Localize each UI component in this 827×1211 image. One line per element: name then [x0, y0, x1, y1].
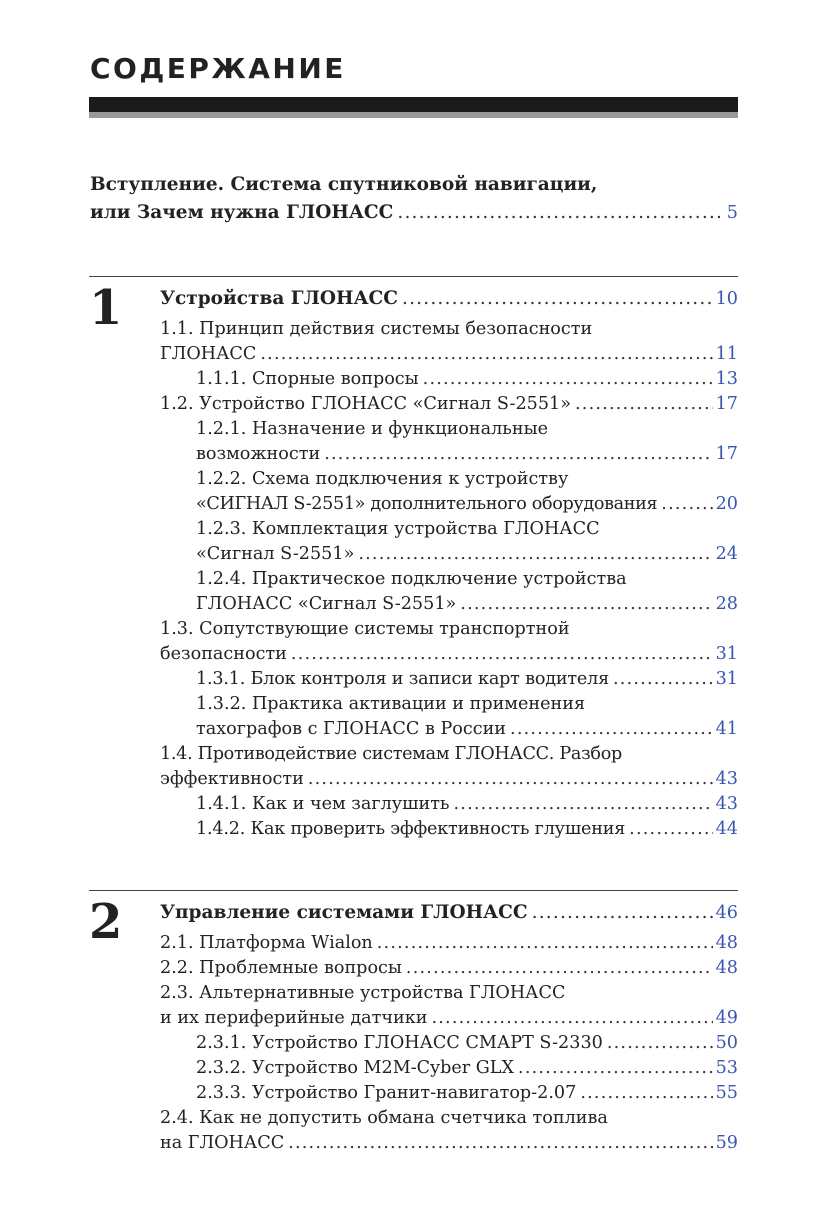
- page-number[interactable]: 13: [715, 369, 738, 389]
- entry-title: 2.1. Платформа Wialon: [160, 933, 373, 953]
- page-number[interactable]: 55: [715, 1083, 738, 1103]
- page-number[interactable]: 31: [715, 669, 738, 689]
- toc-entry-1-1-1[interactable]: [160, 367, 738, 392]
- page-number[interactable]: 20: [715, 494, 738, 514]
- toc-entry-1-4[interactable]: [160, 742, 738, 792]
- toc-entry-1-2-4[interactable]: [160, 567, 738, 617]
- page-number[interactable]: 28: [715, 594, 738, 614]
- toc-entry-2-4[interactable]: [160, 1106, 738, 1156]
- entry-title: 2.4. Как не допустить обмана счетчика топлива: [160, 1108, 608, 1128]
- entry-title: 2.3. Альтернативные устройства ГЛОНАСС: [160, 983, 566, 1003]
- dot-leader: [661, 492, 712, 517]
- entry-title: безопасности: [160, 644, 287, 664]
- toc-entry-1-1[interactable]: [160, 317, 738, 367]
- toc-entry-1-2-2[interactable]: [160, 467, 738, 517]
- entry-title: ГЛОНАСС: [160, 344, 257, 364]
- dot-leader: [607, 1031, 713, 1056]
- chapter-2-number: 2: [89, 894, 123, 950]
- toc-entry-2-3-2[interactable]: [160, 1056, 738, 1081]
- entry-title: 1.4.2. Как проверить эффективность глушения: [196, 819, 626, 839]
- entry-title: 1.4. Противодействие системам ГЛОНАСС. Разбор: [160, 744, 622, 764]
- dot-leader: [532, 900, 713, 925]
- intro-title-line2: или Зачем нужна ГЛОНАСС: [90, 202, 394, 223]
- entry-title: «СИГНАЛ S-2551» дополнительного оборудования: [196, 494, 658, 514]
- toc-entry-1-3-1[interactable]: [160, 667, 738, 692]
- dot-leader: [397, 199, 723, 227]
- toc-entry-1-4-1[interactable]: [160, 792, 738, 817]
- entry-title: ГЛОНАСС «Сигнал S-2551»: [196, 594, 457, 614]
- toc-entry-1-3[interactable]: [160, 617, 738, 667]
- dot-leader: [308, 767, 713, 792]
- dot-leader: [431, 1006, 712, 1031]
- page-number[interactable]: 31: [715, 644, 738, 664]
- entry-title: «Сигнал S-2551»: [196, 544, 355, 564]
- page-number[interactable]: 59: [715, 1133, 738, 1153]
- page-number[interactable]: 41: [715, 719, 738, 739]
- entry-title: на ГЛОНАСС: [160, 1133, 285, 1153]
- dot-leader: [454, 792, 713, 817]
- entry-title: возможности: [196, 444, 321, 464]
- entry-title: тахографов с ГЛОНАСС в России: [196, 719, 507, 739]
- dot-leader: [460, 592, 712, 617]
- dot-leader: [260, 342, 712, 367]
- chapter-1-rule: [89, 276, 738, 277]
- dot-leader: [423, 367, 713, 392]
- entry-title: 1.1. Принцип действия системы безопасности: [160, 319, 593, 339]
- toc-entry-1-3-2[interactable]: [160, 692, 738, 742]
- entry-title: 1.4.1. Как и чем заглушить: [196, 794, 450, 814]
- entry-title: 2.2. Проблемные вопросы: [160, 958, 402, 978]
- dot-leader: [324, 442, 712, 467]
- dot-leader: [575, 392, 713, 417]
- entry-title: 1.2.1. Назначение и функциональные: [196, 419, 549, 439]
- entry-title: и их периферийные датчики: [160, 1008, 428, 1028]
- toc-entry-1-4-2[interactable]: [160, 817, 738, 842]
- entry-title: 1.2. Устройство ГЛОНАСС «Сигнал S-2551»: [160, 394, 571, 414]
- chapter-1-toc: [160, 286, 738, 842]
- toc-intro-entry[interactable]: [90, 171, 738, 227]
- page-number[interactable]: 53: [715, 1058, 738, 1078]
- dot-leader: [629, 817, 712, 842]
- toc-entry-2-1[interactable]: [160, 931, 738, 956]
- dot-leader: [402, 286, 713, 311]
- title-rule: [89, 97, 738, 112]
- page-number[interactable]: 10: [715, 289, 738, 309]
- dot-leader: [510, 717, 713, 742]
- toc-entry-1-2[interactable]: [160, 392, 738, 417]
- dot-leader: [288, 1131, 712, 1156]
- toc-entry-2-3-3[interactable]: [160, 1081, 738, 1106]
- page-title: СОДЕРЖАНИЕ: [90, 52, 346, 85]
- chapter-title: Управление системами ГЛОНАСС: [160, 902, 528, 923]
- entry-title: 1.1.1. Спорные вопросы: [196, 369, 419, 389]
- dot-leader: [291, 642, 713, 667]
- dot-leader: [613, 667, 713, 692]
- entry-title: 2.3.1. Устройство ГЛОНАСС СМАРТ S-2330: [196, 1033, 603, 1053]
- page-number[interactable]: 48: [715, 958, 738, 978]
- entry-title: 1.3.1. Блок контроля и записи карт водителя: [196, 669, 609, 689]
- entry-title: 2.3.3. Устройство Гранит-навигатор-2.07: [196, 1083, 577, 1103]
- page-number[interactable]: 17: [715, 444, 738, 464]
- toc-entry-2-3[interactable]: [160, 981, 738, 1031]
- dot-leader: [518, 1056, 713, 1081]
- page-number[interactable]: 5: [726, 203, 738, 223]
- chapter-1-heading[interactable]: [160, 286, 738, 312]
- page-number[interactable]: 50: [715, 1033, 738, 1053]
- chapter-2-rule: [89, 890, 738, 891]
- toc-entry-2-3-1[interactable]: [160, 1031, 738, 1056]
- toc-entry-2-2[interactable]: [160, 956, 738, 981]
- dot-leader: [377, 931, 713, 956]
- entry-title: 1.2.4. Практическое подключение устройства: [196, 569, 627, 589]
- entry-title: 1.2.3. Комплектация устройства ГЛОНАСС: [196, 519, 600, 539]
- page-number[interactable]: 17: [715, 394, 738, 414]
- page-number[interactable]: 24: [715, 544, 738, 564]
- page-number[interactable]: 44: [715, 819, 738, 839]
- page-number[interactable]: 46: [715, 903, 738, 923]
- entry-title: 1.3.2. Практика активации и применения: [196, 694, 586, 714]
- entry-title: эффективности: [160, 769, 304, 789]
- chapter-1-number: 1: [89, 280, 123, 336]
- toc-entry-1-2-1[interactable]: [160, 417, 738, 467]
- page-number[interactable]: 43: [715, 794, 738, 814]
- entry-title: 2.3.2. Устройство M2M-Cyber GLX: [196, 1058, 515, 1078]
- page-number[interactable]: 49: [715, 1008, 738, 1028]
- chapter-2-heading[interactable]: [160, 900, 738, 926]
- chapter-2-toc: [160, 900, 738, 1156]
- dot-leader: [406, 956, 713, 981]
- entry-title: 1.3. Сопутствующие системы транспортной: [160, 619, 570, 639]
- dot-leader: [358, 542, 712, 567]
- chapter-title: Устройства ГЛОНАСС: [160, 288, 398, 309]
- page-number[interactable]: 11: [715, 344, 738, 364]
- page-number[interactable]: 43: [715, 769, 738, 789]
- dot-leader: [580, 1081, 712, 1106]
- title-rule-shadow: [89, 112, 738, 118]
- page-number[interactable]: 48: [715, 933, 738, 953]
- toc-entry-1-2-3[interactable]: [160, 517, 738, 567]
- entry-title: 1.2.2. Схема подключения к устройству: [196, 469, 569, 489]
- intro-title-line1: Вступление. Система спутниковой навигации,: [90, 174, 598, 195]
